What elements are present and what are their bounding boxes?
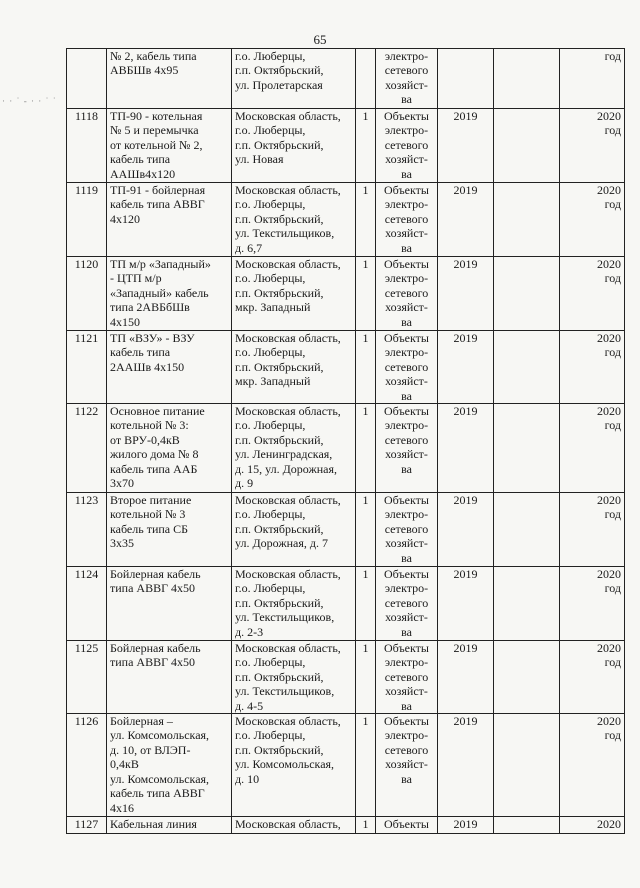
empty-cell bbox=[494, 641, 560, 714]
object-term: 2020 год bbox=[560, 404, 625, 493]
object-name: ТП-91 - бойлерная кабель типа АВВГ 4х120 bbox=[107, 183, 232, 257]
object-type: Объекты электро- сетевого хозяйст- ва bbox=[376, 641, 438, 714]
object-name: Бойлерная кабель типа АВВГ 4х50 bbox=[107, 641, 232, 714]
object-term: 2020 год bbox=[560, 109, 625, 183]
object-year: 2019 bbox=[438, 404, 494, 493]
object-year: 2019 bbox=[438, 641, 494, 714]
empty-cell bbox=[494, 567, 560, 641]
object-type: Объекты электро- сетевого хозяйст- ва bbox=[376, 714, 438, 817]
object-type: Объекты электро- сетевого хозяйст- ва bbox=[376, 183, 438, 257]
object-term: 2020 bbox=[560, 817, 625, 834]
empty-cell bbox=[494, 817, 560, 834]
object-type: Объекты электро- сетевого хозяйст- ва bbox=[376, 493, 438, 567]
object-year: 2019 bbox=[438, 493, 494, 567]
object-name: Бойлерная – ул. Комсомольская, д. 10, от ВЛЭП- 0,4кВ ул. Комсомольская, кабель типа АВВГ 4х16 bbox=[107, 714, 232, 817]
object-name: Бойлерная кабель типа АВВГ 4х50 bbox=[107, 567, 232, 641]
object-name: Кабельная линия bbox=[107, 817, 232, 834]
object-address: Московская область, г.о. Люберцы, г.п. Октябрьский, ул. Ленинградская, д. 15, ул. Дорожная, д. 9 bbox=[232, 404, 356, 493]
page-number: 65 bbox=[313, 32, 327, 47]
row-number: 1124 bbox=[67, 567, 107, 641]
row-number: 1121 bbox=[67, 331, 107, 404]
object-quantity: 1 bbox=[356, 567, 376, 641]
object-year: 2019 bbox=[438, 714, 494, 817]
empty-cell bbox=[494, 493, 560, 567]
empty-cell bbox=[494, 49, 560, 109]
object-year bbox=[438, 49, 494, 109]
object-address: г.о. Люберцы, г.п. Октябрьский, ул. Пролетарская bbox=[232, 49, 356, 109]
row-number bbox=[67, 49, 107, 109]
row-number: 1127 bbox=[67, 817, 107, 834]
object-type: Объекты электро- сетевого хозяйст- ва bbox=[376, 109, 438, 183]
objects-table bbox=[66, 48, 625, 834]
object-year: 2019 bbox=[438, 183, 494, 257]
object-quantity: 1 bbox=[356, 817, 376, 834]
table-row bbox=[67, 817, 625, 834]
object-type: Объекты электро- сетевого хозяйст- ва bbox=[376, 257, 438, 331]
object-term: 2020 год bbox=[560, 567, 625, 641]
row-number: 1119 bbox=[67, 183, 107, 257]
table-row bbox=[67, 714, 625, 817]
object-term: 2020 год bbox=[560, 183, 625, 257]
object-name: № 2, кабель типа АВБШв 4х95 bbox=[107, 49, 232, 109]
object-name: ТП-90 - котельная № 5 и перемычка от котельной № 2, кабель типа ААШв4х120 bbox=[107, 109, 232, 183]
object-year: 2019 bbox=[438, 257, 494, 331]
object-type: Объекты bbox=[376, 817, 438, 834]
object-quantity: 1 bbox=[356, 257, 376, 331]
object-term: 2020 год bbox=[560, 493, 625, 567]
row-number: 1123 bbox=[67, 493, 107, 567]
object-term: 2020 год bbox=[560, 331, 625, 404]
object-quantity bbox=[356, 49, 376, 109]
object-address: Московская область, г.о. Люберцы, г.п. Октябрьский, мкр. Западный bbox=[232, 257, 356, 331]
object-quantity: 1 bbox=[356, 331, 376, 404]
object-term: год bbox=[560, 49, 625, 109]
table-row bbox=[67, 404, 625, 493]
row-number: 1120 bbox=[67, 257, 107, 331]
object-term: 2020 год bbox=[560, 257, 625, 331]
object-year: 2019 bbox=[438, 567, 494, 641]
object-name: Основное питание котельной № 3: от ВРУ-0,4кВ жилого дома № 8 кабель типа ААБ 3х70 bbox=[107, 404, 232, 493]
table-row bbox=[67, 567, 625, 641]
table-row bbox=[67, 493, 625, 567]
object-name: Второе питание котельной № 3 кабель типа СБ 3х35 bbox=[107, 493, 232, 567]
object-address: Московская область, г.о. Люберцы, г.п. Октябрьский, ул. Комсомольская, д. 10 bbox=[232, 714, 356, 817]
object-address: Московская область, bbox=[232, 817, 356, 834]
object-address: Московская область, г.о. Люберцы, г.п. Октябрьский, ул. Текстильщиков, д. 4-5 bbox=[232, 641, 356, 714]
object-address: Московская область, г.о. Люберцы, г.п. Октябрьский, ул. Дорожная, д. 7 bbox=[232, 493, 356, 567]
row-number: 1125 bbox=[67, 641, 107, 714]
object-name: ТП м/р «Западный» - ЦТП м/р «Западный» кабель типа 2АВБбШв 4х150 bbox=[107, 257, 232, 331]
scan-artifact: · · ˙ - · · ˙ ˙ bbox=[2, 96, 57, 106]
object-quantity: 1 bbox=[356, 493, 376, 567]
empty-cell bbox=[494, 331, 560, 404]
object-year: 2019 bbox=[438, 817, 494, 834]
object-term: 2020 год bbox=[560, 714, 625, 817]
object-address: Московская область, г.о. Люберцы, г.п. Октябрьский, ул. Текстильщиков, д. 2-3 bbox=[232, 567, 356, 641]
empty-cell bbox=[494, 404, 560, 493]
object-type: Объекты электро- сетевого хозяйст- ва bbox=[376, 567, 438, 641]
object-address: Московская область, г.о. Люберцы, г.п. Октябрьский, ул. Новая bbox=[232, 109, 356, 183]
object-quantity: 1 bbox=[356, 641, 376, 714]
row-number: 1118 bbox=[67, 109, 107, 183]
table-row bbox=[67, 257, 625, 331]
object-name: ТП «ВЗУ» - ВЗУ кабель типа 2ААШв 4х150 bbox=[107, 331, 232, 404]
row-number: 1122 bbox=[67, 404, 107, 493]
table-row bbox=[67, 49, 625, 109]
table-row bbox=[67, 331, 625, 404]
empty-cell bbox=[494, 257, 560, 331]
row-number: 1126 bbox=[67, 714, 107, 817]
empty-cell bbox=[494, 109, 560, 183]
object-quantity: 1 bbox=[356, 404, 376, 493]
object-quantity: 1 bbox=[356, 183, 376, 257]
object-quantity: 1 bbox=[356, 109, 376, 183]
object-type: электро- сетевого хозяйст- ва bbox=[376, 49, 438, 109]
empty-cell bbox=[494, 183, 560, 257]
object-type: Объекты электро- сетевого хозяйст- ва bbox=[376, 331, 438, 404]
object-address: Московская область, г.о. Люберцы, г.п. Октябрьский, ул. Текстильщиков, д. 6,7 bbox=[232, 183, 356, 257]
table-row bbox=[67, 109, 625, 183]
empty-cell bbox=[494, 714, 560, 817]
table-row bbox=[67, 641, 625, 714]
object-term: 2020 год bbox=[560, 641, 625, 714]
object-year: 2019 bbox=[438, 109, 494, 183]
table-row bbox=[67, 183, 625, 257]
object-quantity: 1 bbox=[356, 714, 376, 817]
object-year: 2019 bbox=[438, 331, 494, 404]
object-address: Московская область, г.о. Люберцы, г.п. Октябрьский, мкр. Западный bbox=[232, 331, 356, 404]
object-type: Объекты электро- сетевого хозяйст- ва bbox=[376, 404, 438, 493]
